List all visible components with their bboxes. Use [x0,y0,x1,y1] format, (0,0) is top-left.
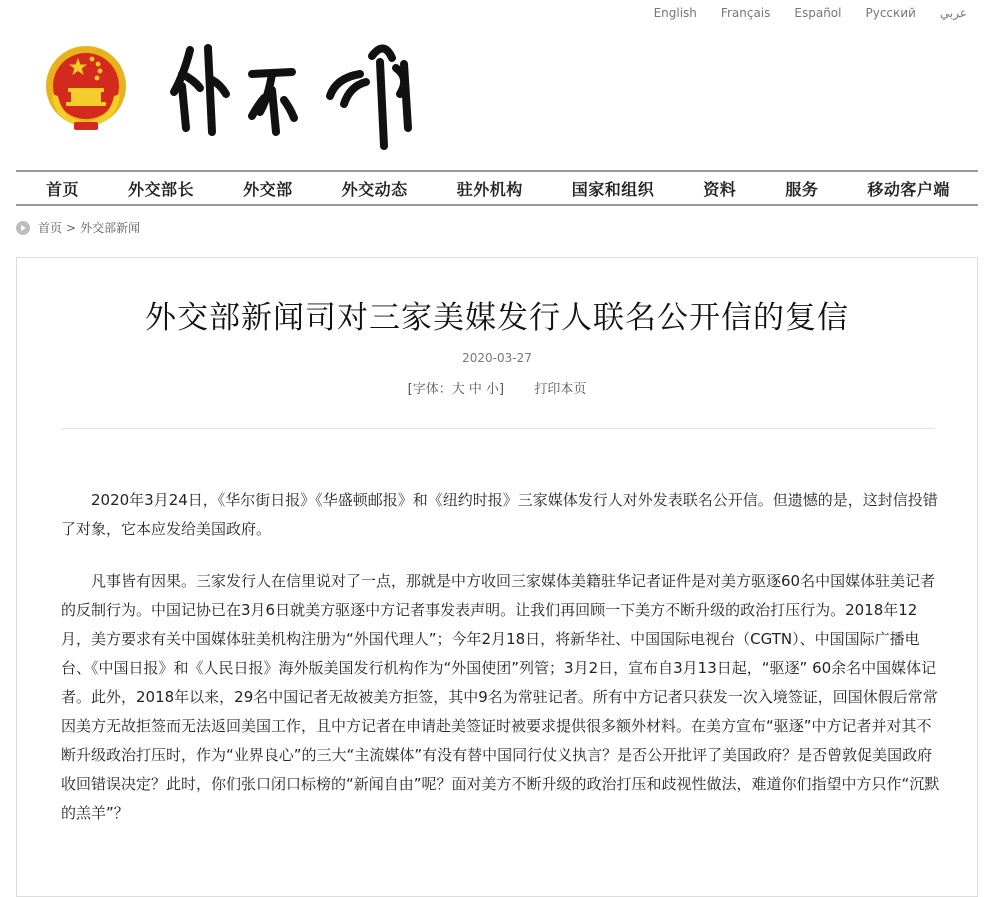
breadcrumb-current-link[interactable]: 外交部新闻 [80,221,141,235]
lang-spanish-link[interactable]: Español [794,6,842,20]
lang-arabic-link[interactable]: عربي [939,6,967,20]
nav-home[interactable]: 首页 [46,179,80,199]
main-nav [16,170,978,206]
article-date: 2020-03-27 [462,351,532,365]
article-tools [17,378,977,397]
lang-french-link[interactable]: Français [720,6,771,20]
nav-ministry[interactable]: 外交部 [243,179,293,199]
national-emblem-icon[interactable] [44,44,128,132]
breadcrumb-separator: > [66,220,77,235]
font-size-control[interactable]: [字体：大 中 小] [407,382,505,397]
breadcrumb-home-link[interactable]: 首页 [38,221,63,235]
lang-russian-link[interactable]: Русский [865,6,916,20]
nav-mobile-client[interactable]: 移动客户端 [867,179,950,199]
article-panel [16,257,978,897]
ministry-calligraphy-logo[interactable] [160,28,430,154]
breadcrumb [16,219,140,236]
article-paragraph: 2020年3月24日，《华尔街日报》《华盛顿邮报》和《纽约时报》三家媒体发行人对外发表联名公开信。但遗憾的是，这封信投错了对象，它本应发给美国政府。 [61,491,938,538]
language-bar [654,6,967,20]
site-header [0,40,993,170]
breadcrumb-arrow-icon [16,221,30,235]
nav-countries-organizations[interactable]: 国家和组织 [571,179,655,199]
nav-services[interactable]: 服务 [785,179,819,199]
print-page-link[interactable]: 打印本页 [534,382,587,397]
nav-missions-abroad[interactable]: 驻外机构 [456,179,523,199]
nav-diplomatic-news[interactable]: 外交动态 [341,179,408,199]
article-body [61,486,941,851]
article-paragraph: 凡事皆有因果。三家发行人在信里说对了一点，那就是中方收回三家媒体美籍驻华记者证件是对美方驱逐60名中国媒体驻美记者的反制行为。中国记协已在3月6日就美方驱逐中方记者事发表声明。让我们再回顾一下美方不断升级的政治打压行为。2018年12月，美方要求有关中国媒体驻美机构注册为“外国代理人”；今年2月18日，将新华社、中国国际电视台（CGTN）、中国国际广播电台、《中国日报》和《人民日报》海外版美国发行机构作为“外国使团”列管；3月2日，宣布自3月13日起，“驱逐” 60余名中国媒体记者。此外，2018年以来，29名中国记者无故被美方拒签，其中9名为常驻记者。所有中方记者只获发一次入境签证，回国休假后常常因美方无故拒签而无法返回美国工作，且中方记者在申请赴美签证时被要求提供很多额外材料。在美方宣布“驱逐”中方记者并对其不断升级政治打压时，作为“业界良心”的三大“主流媒体”有没有替中国同行仗义执言？是否公开批评了美国政府？是否曾敦促美国政府收回错误决定？此时，你们张口闭口标榜的“新闻自由”呢？面对美方不断升级的政治打压和歧视性做法，难道你们指望中方只作“沉默的羔羊”？ [61,572,940,822]
nav-foreign-minister[interactable]: 外交部长 [128,179,195,199]
nav-resources[interactable]: 资料 [703,179,737,199]
lang-english-link[interactable]: English [653,6,697,20]
article-title: 外交部新闻司对三家美媒发行人联名公开信的复信 [145,300,849,336]
title-divider [61,428,935,429]
